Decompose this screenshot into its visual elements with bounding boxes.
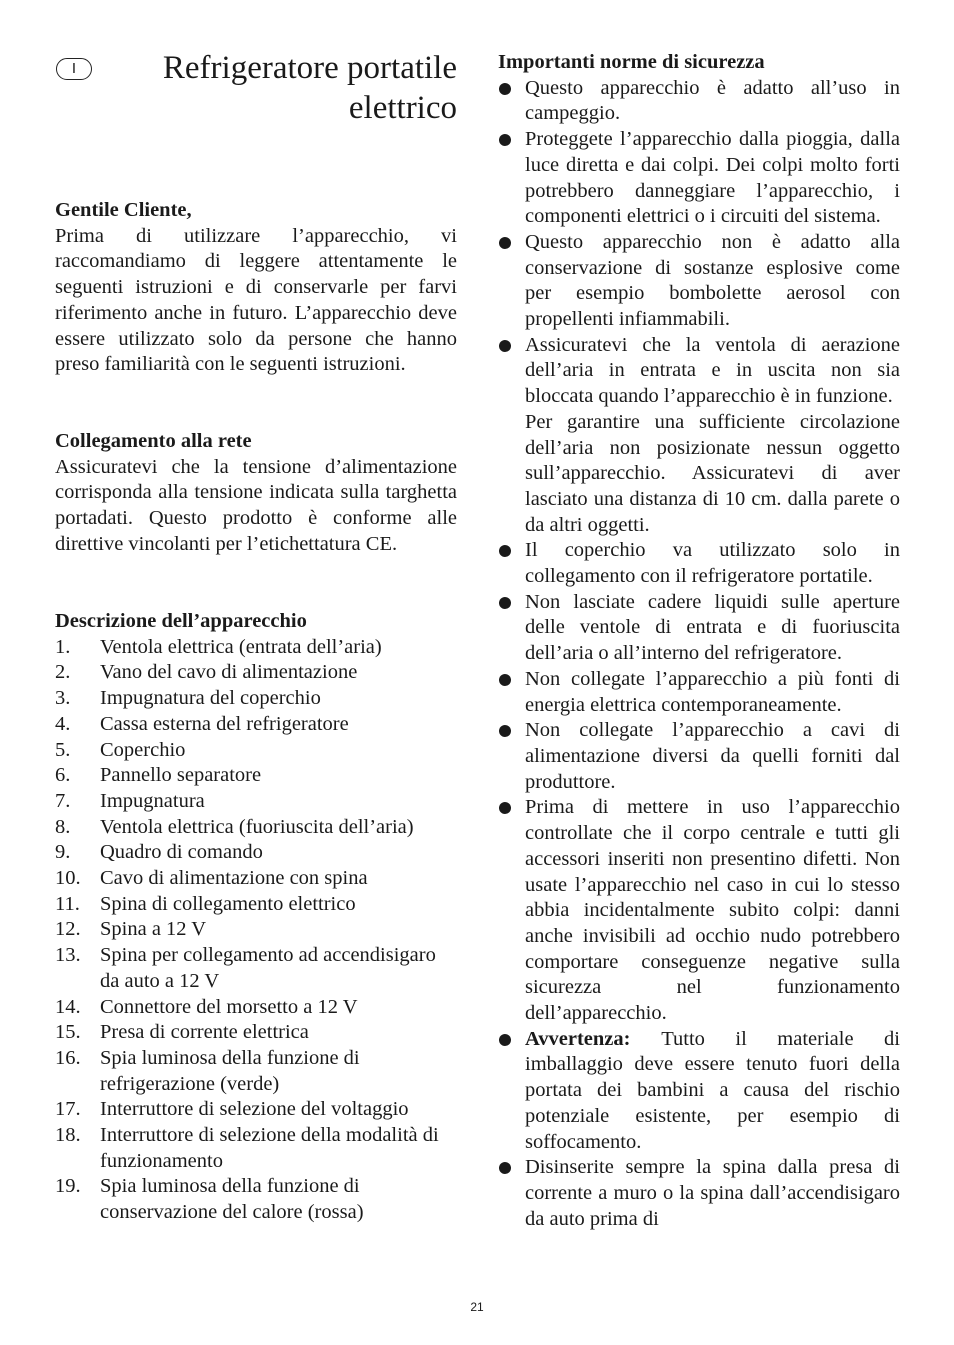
safety-item-text: Questo apparecchio non è adatto alla conservazione di sostanze esplosive come per esempio bombolette aerosol con propellenti infiammabili. [525, 230, 900, 331]
parts-list-item [55, 763, 457, 789]
safety-item-text: Il coperchio va utilizzato solo in collegamento con il refrigeratore portatile. [525, 539, 900, 588]
parts-list-item [55, 1046, 457, 1097]
parts-list-item [55, 1123, 457, 1174]
item-text: Ventola elettrica (entrata dell’aria) [100, 635, 382, 658]
item-number: 4. [55, 712, 71, 735]
greeting-section [55, 198, 457, 378]
safety-item-text: Proteggete l’apparecchio dalla pioggia, dalla luce diretta e dai colpi. Dei colpi molto forti potrebbero danneggiare l’apparecchio, i componenti elettrici o i circuiti del sistema. [525, 128, 900, 228]
parts-list-item [55, 943, 457, 994]
safety-item [498, 718, 900, 795]
parts-list-item [55, 738, 457, 764]
parts-list-item [55, 815, 457, 841]
description-section [55, 609, 457, 1226]
parts-list-item [55, 995, 457, 1021]
bullet-icon [499, 725, 511, 737]
item-number: 13. [55, 944, 81, 967]
safety-item-text: Non collegate l’apparecchio a più fonti di energia elettrica contemporaneamente. [525, 667, 900, 716]
item-number: 11. [55, 892, 80, 915]
safety-item [498, 230, 900, 333]
safety-item [498, 590, 900, 667]
item-text: Coperchio [100, 738, 186, 761]
safety-item-text: Assicuratevi che la ventola di aerazione dell’aria in entrata e in uscita non sia bloccata quando l’apparecchio è in funzione. [525, 333, 900, 408]
parts-list-item [55, 660, 457, 686]
connection-section [55, 429, 457, 558]
item-number: 17. [55, 1098, 81, 1121]
safety-item [498, 333, 900, 539]
item-number: 15. [55, 1021, 81, 1044]
safety-item-text: Questo apparecchio è adatto all’uso in campeggio. [525, 76, 900, 125]
item-text: Spia luminosa della funzione di refrigerazione (verde) [100, 1046, 360, 1095]
page-title [120, 48, 457, 128]
item-number: 10. [55, 867, 81, 890]
bullet-icon [499, 237, 511, 249]
bullet-icon [499, 83, 511, 95]
safety-item [498, 76, 900, 127]
parts-list-item [55, 1097, 457, 1123]
parts-list-item [55, 789, 457, 815]
item-number: 18. [55, 1124, 81, 1147]
item-number: 14. [55, 995, 81, 1018]
item-number: 1. [55, 635, 71, 658]
safety-list [498, 76, 900, 1233]
item-number: 5. [55, 738, 71, 761]
safety-item [498, 795, 900, 1026]
connection-body: Assicuratevi che la tensione d’alimentazione corrisponda alla tensione indicata sulla targhetta portadati. Questo prodotto è conforme alle direttive vincolanti per l’etichettatura CE. [55, 455, 457, 555]
parts-list-item [55, 1174, 457, 1225]
title-line-2: elettrico [348, 90, 457, 126]
parts-list-item [55, 635, 457, 661]
item-number: 19. [55, 1175, 81, 1198]
parts-list [55, 635, 457, 1226]
safety-item-text: Tutto il materiale di imballaggio deve essere tenuto fuori della portata dei bambini a causa del rischio potenziale esistente, per esempio di soffocamento. [525, 1027, 900, 1153]
bullet-icon [499, 134, 511, 146]
description-heading: Descrizione dell’apparecchio [55, 610, 307, 632]
parts-list-item [55, 866, 457, 892]
item-number: 2. [55, 661, 71, 684]
item-text: Interruttore di selezione della modalità di funzionamento [100, 1124, 439, 1172]
bullet-icon [499, 674, 511, 686]
parts-list-item [55, 712, 457, 738]
parts-list-item [55, 1020, 457, 1046]
bullet-icon [499, 597, 511, 609]
safety-item [498, 538, 900, 589]
item-text: Presa di corrente elettrica [100, 1021, 309, 1044]
item-text: Impugnatura del coperchio [100, 687, 321, 710]
item-text: Spina per collegamento ad accendisigaro da auto a 12 V [100, 944, 436, 992]
bullet-icon [499, 1034, 511, 1046]
safety-item [498, 127, 900, 230]
bullet-icon [499, 802, 511, 814]
parts-list-item [55, 892, 457, 918]
item-text: Ventola elettrica (fuoriuscita dell’aria) [100, 815, 414, 838]
item-number: 9. [55, 841, 71, 864]
item-text: Spina di collegamento elettrico [100, 892, 356, 915]
warning-label: Avvertenza: [525, 1027, 631, 1050]
parts-list-item [55, 840, 457, 866]
item-number: 8. [55, 815, 71, 838]
safety-item-extra: Per garantire una sufficiente circolazione dell’aria non posizionate nessun oggetto sull’apparecchio. Assicuratevi di aver lasciato una distanza di 10 cm. dalla parete o da altri oggetti. [525, 410, 900, 536]
item-text: Impugnatura [100, 789, 205, 812]
bullet-icon [499, 545, 511, 557]
safety-item [498, 1155, 900, 1232]
parts-list-item [55, 917, 457, 943]
language-badge: I [56, 58, 92, 80]
greeting-body: Prima di utilizzare l’apparecchio, vi raccomandiamo di leggere attentamente le seguenti istruzioni e di conservarle per farvi riferimento anche in futuro. L’apparecchio deve essere utilizzato solo da persone che hanno preso familiarità con le seguenti istruzioni. [55, 224, 457, 376]
parts-list-item [55, 686, 457, 712]
connection-heading: Collegamento alla rete [55, 430, 252, 452]
item-text: Spina a 12 V [100, 918, 207, 941]
title-line-1: Refrigeratore portatile [162, 50, 457, 86]
bullet-icon [499, 340, 511, 352]
safety-item [498, 1027, 900, 1156]
item-number: 12. [55, 918, 81, 941]
safety-item-text: Disinserite sempre la spina dalla presa di corrente a muro o la spina dall’accendisigaro da auto prima di [525, 1156, 900, 1230]
item-number: 3. [55, 687, 71, 710]
page-number: 21 [470, 1300, 484, 1314]
safety-heading: Importanti norme di sicurezza [498, 51, 765, 73]
safety-section [498, 50, 900, 1232]
item-text: Cavo di alimentazione con spina [100, 867, 368, 890]
item-text: Quadro di comando [100, 841, 263, 864]
item-number: 16. [55, 1046, 81, 1069]
item-text: Pannello separatore [100, 764, 262, 787]
safety-item [498, 667, 900, 718]
item-number: 6. [55, 764, 71, 787]
greeting-heading: Gentile Cliente, [55, 199, 192, 221]
bullet-icon [499, 1162, 511, 1174]
item-text: Spia luminosa della funzione di conservazione del calore (rossa) [100, 1175, 364, 1224]
safety-item-text: Prima di mettere in uso l’apparecchio controllate che il corpo centrale e tutti gli accessori inseriti non presentino difetti. Non usate l’apparecchio nel caso in cui lo stesso abbia incidentalmente subito colpi: danni anche invisibili ad occhio nudo potrebbero comportare conseguenze negative sulla sicurezza nel funzionamento dell’apparecchio. [525, 796, 900, 1025]
item-text: Interruttore di selezione del voltaggio [100, 1098, 409, 1121]
item-text: Cassa esterna del refrigeratore [100, 712, 349, 735]
item-number: 7. [55, 789, 71, 812]
safety-item-text: Non collegate l’apparecchio a cavi di alimentazione diversi da quelli forniti dal produttore. [525, 719, 900, 793]
item-text: Vano del cavo di alimentazione [100, 661, 358, 684]
safety-item-text: Non lasciate cadere liquidi sulle aperture delle ventole di entrata e di fuoriuscita dell’aria o all’interno del refrigeratore. [525, 590, 900, 665]
item-text: Connettore del morsetto a 12 V [100, 995, 358, 1018]
